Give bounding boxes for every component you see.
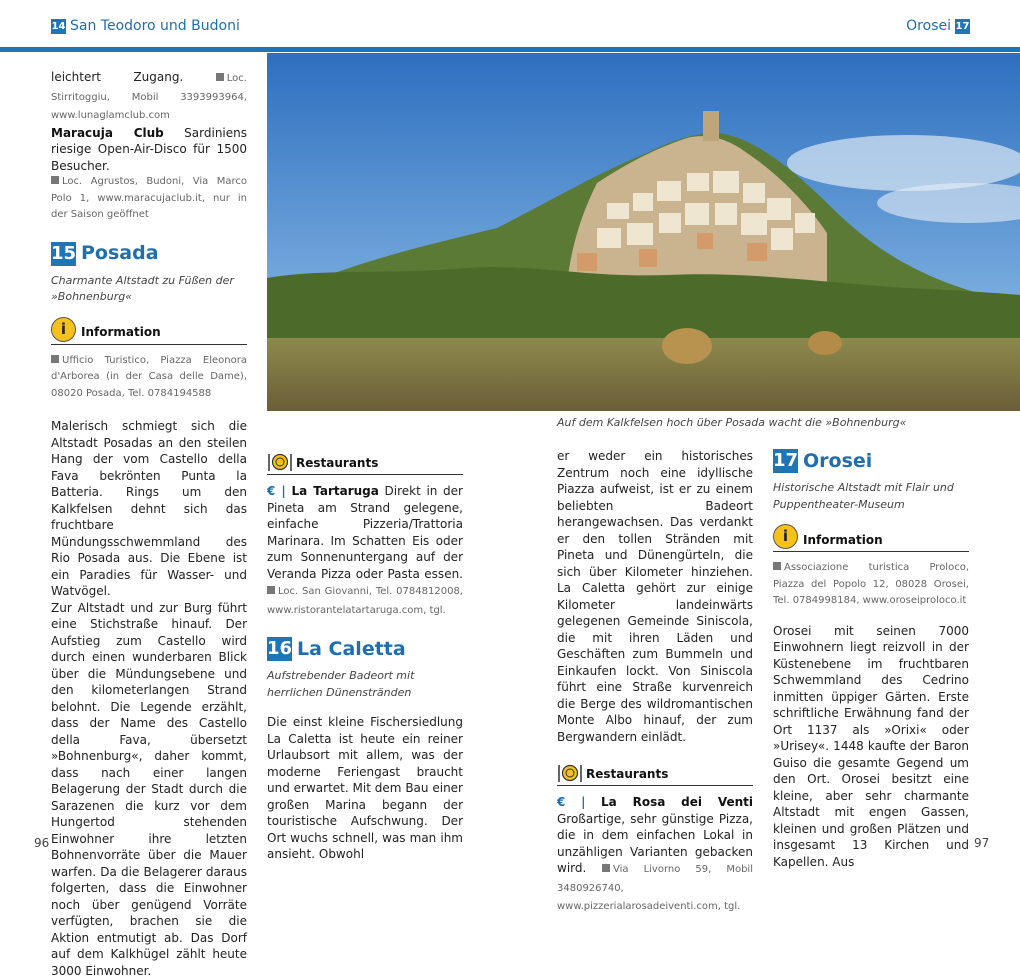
restaurant-entry-tartaruga xyxy=(267,483,463,619)
posada-landscape-image xyxy=(267,53,1020,411)
restaurants-heading-caletta xyxy=(267,452,463,475)
section-17-subtitle: Historische Altstadt mit Flair und Puppentheater-Museum xyxy=(773,480,969,513)
restaurant-address: Loc. San Giovanni, Tel. 0784812008, www.ristorantelatartaruga.com, tgl. xyxy=(267,586,463,616)
restaurant-entry-rosa xyxy=(557,794,753,916)
orosei-body: Orosei mit seinen 7000 Einwohnern liegt reizvoll in der Küstenebene im fruchtbaren Schwemmland des Cedrino inmitten üppiger Gärten. Erste schriftliche Erwähnung fand der Ort 1137 als »Orixi« oder »Urisey«. 1448 kaufte der Baron Guiso die gesamte Gegend um den Ort. Orosei besitzt eine kleine, aber sehr charmante Altstadt mit engen Gassen, kleinen und großen Plätzen und insgesamt 13 Kirchen und Kapellen. Aus xyxy=(773,623,969,871)
section-16-subtitle: Aufstrebender Badeort mit herrlichen Dünenstränden xyxy=(267,668,463,701)
bullet-square xyxy=(773,562,781,570)
header-divider xyxy=(0,47,1020,52)
restaurant-icon xyxy=(267,452,293,472)
bullet-square xyxy=(216,73,224,81)
restaurant-address: Via Livorno 59, Mobil 3480926740, www.pizzerialarosadeiventi.com, tgl. xyxy=(557,864,753,912)
info-icon: i xyxy=(51,317,76,342)
info-heading-orosei xyxy=(773,524,969,552)
info-text-posada: Ufficio Turistico, Piazza Eleonora d'Arborea (in der Casa delle Dame), 08020 Posada, Tel. 0784194588 xyxy=(51,353,247,403)
section-15-subtitle: Charmante Altstadt zu Füßen der »Bohnenburg« xyxy=(51,273,247,306)
restaurants-title: Restaurants xyxy=(586,766,668,784)
posada-body-1: Malerisch schmiegt sich die Altstadt Posadas an den steilen Hang der vom Castello della Fava bekrönten Punta la Batteria. Rings um den Kalkfelsen dehnt sich das fruchtbare Mündungsschwemmland des Rio Posada aus. Die Ebene ist ein Paradies für Wasser- und Watvögel. xyxy=(51,418,247,600)
restaurant-text: Großartige, sehr günstige Pizza, die in dem einfachen Lokal in unzähligen Varianten gebacken wird. xyxy=(557,812,753,876)
section-15-heading xyxy=(51,242,247,266)
top-entry-1-address: Loc. Stirritoggiu, Mobil 3393993964, www.lunaglamclub.com xyxy=(51,73,247,121)
posada-body-2: Zur Altstadt und zur Burg führt eine Stichstraße hinauf. Der Aufstieg zum Castello wird durch einen wunderbaren Blick über die Mündungsebene und den kilometerlangen Strand belohnt. Die Legende erzählt, dass der Name des Castello della Fava, übersetzt »Bohnenburg«, daher kommt, dass nach einer langen Belagerung der Stadt durch die Sarazenen die kurz vor dem Hungertod stehenden Einwohner ihre letzten Bohnenvorräte über die Mauer warfen. Da die Belagerer daraus folgerten, dass die Einwohner noch über genügend Vorräte verfügten, brachen sie die Aktion entmutigt ab. Das Dorf auf dem Kalkhügel zählt heute 3000 Einwohner. xyxy=(51,600,247,979)
header-left-number: 14 xyxy=(51,19,66,34)
section-16-title: La Caletta xyxy=(297,641,406,658)
section-17-number: 17 xyxy=(773,449,798,473)
section-15-title: Posada xyxy=(81,245,159,262)
page-number-right: 97 xyxy=(974,836,989,850)
maracuja-text: Sardiniens riesige Open-Air-Disco für 1500 Besucher. xyxy=(51,126,247,173)
restaurant-name: La Tartaruga xyxy=(291,484,378,498)
info-title: Information xyxy=(803,532,883,550)
restaurants-title: Restaurants xyxy=(296,455,378,473)
photo-caption: Auf dem Kalkfelsen hoch über Posada wacht die »Bohnenburg« xyxy=(557,416,906,429)
column-right xyxy=(773,449,969,870)
column-middle-left xyxy=(267,452,463,863)
header-left xyxy=(51,18,240,34)
restaurant-text: Direkt in der Pineta am Strand gelegene, einfache Pizzeria/Trattoria Marinara. Im Schatten Eis oder zum Sonnenuntergang auf der Veranda Pizza oder Pasta essen. xyxy=(267,484,463,581)
header-left-title: San Teodoro und Budoni xyxy=(70,18,240,34)
maracuja-entry xyxy=(51,125,247,175)
header-right xyxy=(906,18,970,34)
bullet-square xyxy=(51,176,59,184)
caletta-body-continued: er weder ein historisches Zentrum noch eine idyllische Piazza aufweist, ist er zu einem beliebten Badeort herangewachsen. Das verdankt er den tollen Stränden mit Pineta und Dünengürteln, die sich über Kilometer hinziehen. La Caletta gehört zur einige Kilometer landeinwärts gelegenen Gemeinde Siniscola, die mit ihren Läden und Geschäften zum Bummeln und Einkaufen lockt. Von Siniscola führt eine Straße kurvenreich die Berge des wildromantischen Monte Albo hinauf, der zum Bergwandern einlädt. xyxy=(557,448,753,745)
info-icon: i xyxy=(773,524,798,549)
restaurant-name: La Rosa dei Venti xyxy=(601,795,753,809)
section-15-number: 15 xyxy=(51,242,76,266)
column-left xyxy=(51,69,247,979)
restaurant-icon xyxy=(557,763,583,783)
section-17-heading xyxy=(773,449,969,473)
maracuja-address-block xyxy=(51,174,247,224)
price-category: € | xyxy=(267,484,286,498)
caletta-body: Die einst kleine Fischersiedlung La Caletta ist heute ein reiner Urlaubsort mit allem, was der moderne Feriengast braucht und erwartet. Mit dem Bau einer großen Marina begann der touristische Aufschwung. Der Ort wuchs schnell, was man ihm ansieht. Obwohl xyxy=(267,714,463,863)
page-number-left: 96 xyxy=(34,836,49,850)
price-category: € | xyxy=(557,795,586,809)
section-16-heading xyxy=(267,637,463,661)
photo-posada xyxy=(267,53,1020,411)
maracuja-address: Loc. Agrustos, Budoni, Via Marco Polo 1, www.maracujaclub.it, nur in der Saison geöffnet xyxy=(51,176,247,220)
top-entry-1 xyxy=(51,69,247,125)
restaurants-heading-siniscola xyxy=(557,763,753,786)
info-text-orosei: Associazione turistica Proloco, Piazza del Popolo 12, 08028 Orosei, Tel. 0784998184, www.oroseiproloco.it xyxy=(773,560,969,610)
bullet-square xyxy=(51,355,59,363)
top-entry-1-text: leichtert Zugang. xyxy=(51,70,183,84)
section-16-number: 16 xyxy=(267,637,292,661)
bullet-square xyxy=(267,586,275,594)
column-middle-right xyxy=(557,448,753,916)
section-17-title: Orosei xyxy=(803,453,872,470)
page-header xyxy=(0,0,1020,48)
info-title: Information xyxy=(81,324,161,342)
maracuja-name: Maracuja Club xyxy=(51,126,164,140)
header-right-number: 17 xyxy=(955,19,970,34)
info-heading-posada xyxy=(51,317,247,345)
header-right-title: Orosei xyxy=(906,18,951,34)
